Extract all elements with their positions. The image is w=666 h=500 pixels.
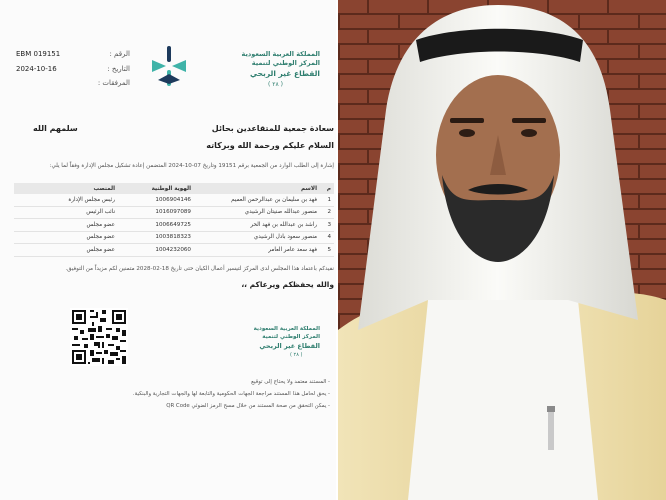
stamp-line1: المملكة العربية السعودية [253, 326, 320, 332]
ref-label: الرقم : [109, 50, 130, 58]
ref-value: EBM 019151 [16, 50, 61, 58]
cell-index: 3 [320, 219, 334, 232]
cell-index: 4 [320, 231, 334, 244]
date-label: التاريخ : [107, 65, 130, 73]
note-2: - يحق لحامل هذا المستند مراجعة الجهات الحكومية والتابعة لها والجهات التجارية والبنكية. [132, 391, 330, 397]
col-index: م [320, 183, 334, 194]
table-row [14, 231, 334, 244]
table-row [14, 244, 334, 257]
portrait-photo [338, 0, 666, 500]
col-national-id: الهوية الوطنية [118, 183, 194, 194]
cell-position: عضو مجلس [14, 244, 118, 257]
cell-position: رئيس مجلس الإدارة [14, 194, 118, 206]
cell-name: فهد بن سليمان بن عبدالرحمن العميم [194, 194, 320, 206]
cell-name: منصور عبدالله صنيتان الرشيدي [194, 206, 320, 219]
cell-national-id: 1006649725 [118, 219, 194, 232]
cell-name: فهد سعد عامر العامر [194, 244, 320, 257]
table-header [14, 183, 334, 194]
cell-index: 5 [320, 244, 334, 257]
stamp-line3: القطاع غير الربحي [259, 342, 320, 350]
note-3: - يمكن التحقق من صحة المستند من خلال مسح الرمز الضوئي QR Code [166, 403, 330, 409]
org-line2: المركز الوطني لتنمية [251, 59, 320, 67]
ncnp-logo-icon [150, 44, 190, 92]
cell-index: 1 [320, 194, 334, 206]
org-line1: المملكة العربية السعودية [241, 50, 320, 58]
cell-name: راشد بن عبدالله بن فهد الحر [194, 219, 320, 232]
salutation: السلام عليكم ورحمة الله وبركاته [206, 141, 334, 150]
cell-position: عضو مجلس [14, 219, 118, 232]
cell-position: نائب الرئيس [14, 206, 118, 219]
attachments-label: المرفقات : [97, 79, 130, 87]
letter-body: إشارة إلى الطلب الوارد من الجمعية برقم 19151 وتاريخ 07-10-2024 المتضمن إعادة تشكيل مجلس الإدارة وفقاً لما يلي: [49, 163, 334, 169]
approval-text: نفيدكم باعتماد هذا المجلس لدى المركز لتيسير أعمال الكيان حتى تاريخ 18-02-2028 متمنين لكم مزيداً من التوفيق. [65, 266, 334, 272]
board-members-table [14, 183, 334, 257]
stamp-line2: المركز الوطني لتنمية [262, 334, 320, 340]
stamp-number: ( ٢٨ ) [290, 352, 303, 358]
recipient: سعادة جمعية للمتقاعدين بحائل [211, 124, 334, 133]
org-number: ( ٢٨ ) [268, 81, 283, 88]
closing: والله يحفظكم ويرعاكم ،، [241, 280, 334, 289]
qr-code-icon[interactable] [70, 308, 128, 366]
cell-national-id: 1016097089 [118, 206, 194, 219]
cell-position: عضو مجلس [14, 231, 118, 244]
cell-national-id: 1006904146 [118, 194, 194, 206]
cell-national-id: 1003818323 [118, 231, 194, 244]
col-name: الاسم [194, 183, 320, 194]
cell-index: 2 [320, 206, 334, 219]
cell-name: منصور سعود بادل الرشيدي [194, 231, 320, 244]
date-value: 2024-10-16 [16, 65, 57, 73]
recipient-blessing: سلمهم الله [33, 124, 78, 133]
portrait-illustration [338, 0, 666, 500]
table-row [14, 206, 334, 219]
table-row [14, 219, 334, 232]
org-line3: القطاع غير الربحي [250, 69, 320, 78]
note-1: - المستند معتمد ولا يحتاج إلى توقيع [251, 379, 330, 385]
col-position: المنصب [14, 183, 118, 194]
cell-national-id: 1004232060 [118, 244, 194, 257]
table-row [14, 194, 334, 206]
